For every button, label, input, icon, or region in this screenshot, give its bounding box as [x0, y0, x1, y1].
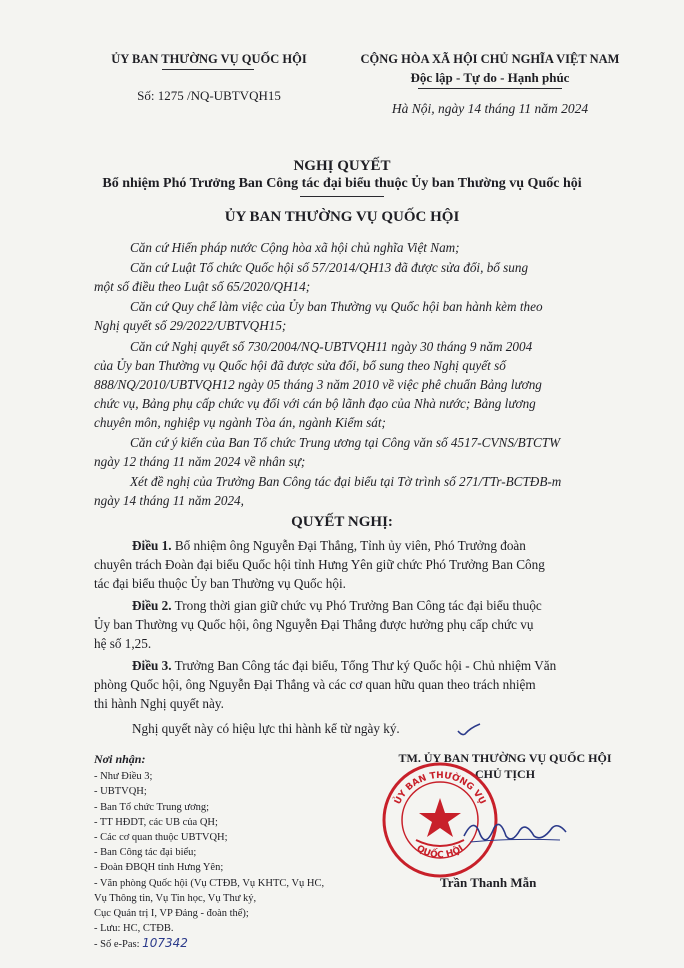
recipient-item: - Ban Công tác đại biểu;	[94, 847, 197, 859]
preamble-line: chức vụ, Bảng phụ cấp chức vụ đối với cán bộ lãnh đạo của Nhà nước; Bảng lương	[94, 396, 536, 411]
preamble-line: chuyên môn, nghiệp vụ ngành Tòa án, ngành Kiểm sát;	[94, 415, 386, 430]
recipient-item: - TT HĐDT, các UB của QH;	[94, 816, 218, 828]
recipient-item: - Như Điều 3;	[94, 771, 153, 783]
seal-top-text: ỦY BAN THƯỜNG VỤ	[393, 770, 487, 807]
article-3-text: Trưởng Ban Công tác đại biểu, Tổng Thư ký Quốc hội - Chủ nhiệm Văn	[174, 658, 557, 673]
document-subject: Bổ nhiệm Phó Trưởng Ban Công tác đại biểu thuộc Ủy ban Thường vụ Quốc hội	[102, 176, 582, 191]
org-underline	[162, 69, 254, 70]
preamble-line: Xét đề nghị của Trưởng Ban Công tác đại biểu tại Tờ trình số 271/TTr-BCTĐB-m	[130, 474, 562, 489]
national-motto: Độc lập - Tự do - Hạnh phúc	[410, 70, 570, 85]
article-2-line: Ủy ban Thường vụ Quốc hội, ông Nguyễn Đại Thắng được hưởng phụ cấp chức vụ	[94, 617, 534, 632]
handwritten-signature	[460, 810, 570, 850]
recipients-heading: Nơi nhận:	[94, 752, 146, 766]
preamble-line: Căn cứ ý kiến của Ban Tổ chức Trung ương tại Công văn số 4517-CVNS/BTCTW	[130, 435, 561, 450]
epas-line	[94, 936, 324, 952]
recipient-item: Cục Quản trị I, VP Đảng - đoàn thể);	[94, 908, 249, 920]
recipient-item: - Ban Tổ chức Trung ương;	[94, 801, 210, 813]
recipient-item: - Đoàn ĐBQH tỉnh Hưng Yên;	[94, 862, 224, 874]
article-3-label: Điều 3.	[132, 658, 172, 673]
recipient-item: - Các cơ quan thuộc UBTVQH;	[94, 832, 228, 844]
seal-bottom-text: QUỐC HỘI	[414, 843, 466, 861]
preamble-line: Căn cứ Nghị quyết số 730/2004/NQ-UBTVQH11 ngày 30 tháng 9 năm 2004	[130, 339, 533, 354]
preamble-line: ngày 14 tháng 11 năm 2024,	[94, 493, 244, 508]
article-2-line: hệ số 1,25.	[94, 636, 152, 651]
effective-clause: Nghị quyết này có hiệu lực thi hành kể từ ngày ký.	[132, 721, 400, 736]
article-3-line: phòng Quốc hội, ông Nguyễn Đại Thắng và các cơ quan hữu quan theo trách nhiệm	[94, 677, 536, 692]
article-1-line: tác đại biểu thuộc Ủy ban Thường vụ Quốc hội.	[94, 576, 346, 591]
signature-authority: TM. ỦY BAN THƯỜNG VỤ QUỐC HỘI	[398, 751, 612, 765]
epas-number: 107342	[142, 936, 188, 951]
issuer-heading: ỦY BAN THƯỜNG VỤ QUỐC HỘI	[224, 209, 460, 225]
preamble-line: của Ủy ban Thường vụ Quốc hội đã được sửa đổi, bổ sung theo Nghị quyết số	[94, 358, 506, 373]
article-3-line	[132, 657, 556, 675]
signature-title: CHỦ TỊCH	[474, 767, 536, 781]
article-2-label: Điều 2.	[132, 598, 172, 613]
preamble-line: Căn cứ Hiến pháp nước Cộng hòa xã hội chủ nghĩa Việt Nam;	[130, 240, 460, 255]
epas-label: - Số e-Pas:	[94, 939, 140, 951]
article-1-line: chuyên trách Đoàn đại biểu Quốc hội tỉnh Hưng Yên giữ chức Phó Trưởng Ban Công	[94, 557, 545, 572]
article-1-text: Bổ nhiệm ông Nguyễn Đại Thắng, Tỉnh ủy viên, Phó Trưởng đoàn	[174, 538, 526, 553]
preamble-line: Nghị quyết số 29/2022/UBTVQH15;	[94, 318, 287, 333]
recipient-item: Vụ Thông tin, Vụ Tin học, Vụ Thư ký,	[94, 892, 257, 904]
initial-tick-mark	[456, 722, 482, 740]
preamble-line: Căn cứ Quy chế làm việc của Ủy ban Thường vụ Quốc hội ban hành kèm theo	[130, 299, 543, 314]
article-2-line	[132, 597, 542, 615]
recipient-item: - Lưu: HC, CTĐB.	[94, 923, 174, 935]
document-number: Số: 1275 /NQ-UBTVQH15	[137, 88, 281, 103]
motto-underline	[418, 88, 562, 89]
preamble-line: 888/NQ/2010/UBTVQH12 ngày 05 tháng 3 năm 2010 về việc phê chuẩn Bảng lương	[94, 377, 542, 392]
article-1-line	[132, 537, 526, 555]
recipient-item: - Văn phòng Quốc hội (Vụ CTĐB, Vụ KHTC, Vụ HC,	[94, 877, 325, 889]
article-3-line: thi hành Nghị quyết này.	[94, 696, 224, 711]
preamble-line: một số điều theo Luật số 65/2020/QH14;	[94, 279, 311, 294]
recipients-block	[94, 752, 324, 953]
article-1-label: Điều 1.	[132, 538, 172, 553]
decision-heading: QUYẾT NGHỊ:	[291, 514, 393, 530]
article-2-text: Trong thời gian giữ chức vụ Phó Trưởng Ban Công tác đại biểu thuộc	[174, 598, 542, 613]
preamble-line: Căn cứ Luật Tổ chức Quốc hội số 57/2014/QH13 đã được sửa đổi, bổ sung	[130, 260, 529, 275]
recipient-item: - UBTVQH;	[94, 786, 147, 798]
issuing-organization: ỦY BAN THƯỜNG VỤ QUỐC HỘI	[111, 52, 307, 66]
national-title: CỘNG HÒA XÃ HỘI CHỦ NGHĨA VIỆT NAM	[360, 52, 620, 66]
subject-underline	[300, 196, 384, 197]
preamble-line: ngày 12 tháng 11 năm 2024 về nhân sự;	[94, 454, 306, 469]
document-type: NGHỊ QUYẾT	[293, 158, 391, 174]
signer-name: Trần Thanh Mẫn	[440, 875, 537, 890]
issue-date: Hà Nội, ngày 14 tháng 11 năm 2024	[391, 101, 589, 116]
